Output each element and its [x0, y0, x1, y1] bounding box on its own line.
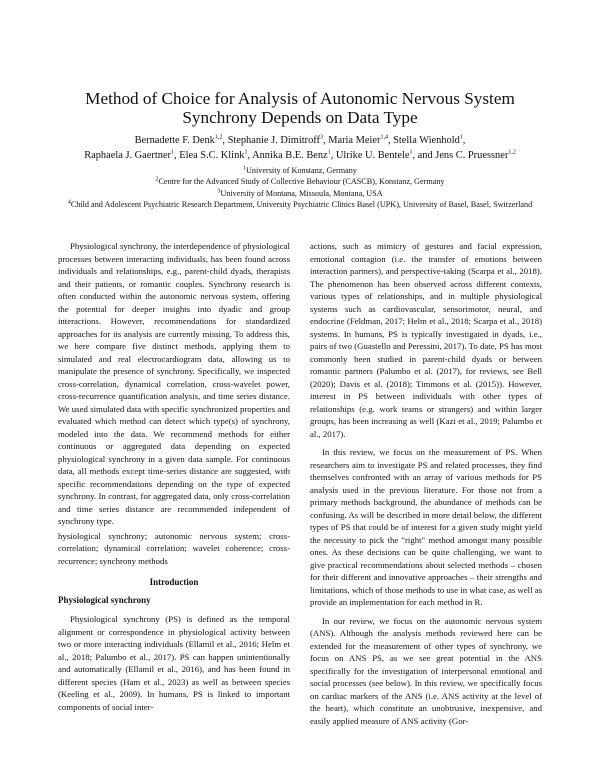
- affiliation-text: Child and Adolescent Psychiatric Research Department, University Psychiatric Clinics Basel (UPK), University of Basel, Basel, Switzerland: [70, 199, 533, 209]
- author-separator: ,: [387, 135, 394, 146]
- affiliation-number: 3: [217, 187, 221, 194]
- author-affiliation-marker: 1,4: [380, 134, 388, 141]
- affiliation-number: 1: [243, 165, 247, 172]
- author-separator: ,: [330, 150, 336, 161]
- author-separator: ,: [174, 150, 180, 161]
- subsection-heading-physiological-synchrony: Physiological synchrony: [58, 594, 151, 605]
- author-affiliation-marker: 1,2: [508, 149, 516, 156]
- affiliation: [30, 176, 570, 187]
- author-name: Stella Wienhold: [393, 135, 460, 146]
- affiliation-number: 4: [67, 199, 71, 206]
- affiliation: [30, 188, 570, 199]
- author-name: Stephanie J. Dimitroff: [227, 135, 321, 146]
- affiliations: [30, 165, 570, 210]
- author-separator: ,: [247, 150, 253, 161]
- affiliation-number: 2: [155, 176, 159, 183]
- keywords: hysiological synchrony; autonomic nervous system; cross-correlation; dynamical correlation; wavelet coherence; cross-recurrence; synchrony methods: [58, 530, 290, 566]
- author-affiliation-marker: 1: [409, 149, 413, 156]
- author-affiliation-marker: 1,2: [214, 134, 223, 141]
- affiliation: [30, 165, 570, 176]
- body-paragraph: actions, such as mimicry of gestures and facial expression, emotional contagion (i.e. the transfer of emotions between interaction partners), and perspective-taking (Scarpa et al., 2018). The phenomenon has been observed across different contexts, various types of relationships, and in multiple physiological systems such as cardiovascular, sensorimotor, neural, and endocrine (Feldman, 2017; Helm et al., 2018; Scarpa et al., 2018) systems. In humans, PS is typically investigated in dyads, i.e., pairs of two (Guastello and Peressini, 2017). To date, PS has most commonly been studied in parent-child dyads or between romantic partners (Palumbo et al. (2017), for reviews, see Bell (2020); Davis et al. (2018); Timmons et al. (2015)). However, interest in PS between individuals with other types of relationships (e.g. work teams or strangers) and within larger groups, has been increasing as well (Kazi et al., 2019; Palumbo et al., 2017).: [310, 241, 542, 439]
- author-separator: ,: [222, 135, 228, 146]
- left-column: [58, 240, 290, 713]
- affiliation-text: Centre for the Advanced Study of Collective Behaviour (CASCB), Konstanz, Germany: [158, 177, 445, 187]
- author-separator: ,: [323, 135, 329, 146]
- affiliation-text: University of Montana, Missoula, Montana, USA: [220, 188, 383, 198]
- author-name: Jens C. Pruessner: [435, 150, 509, 161]
- author-separator: , and: [412, 150, 436, 161]
- affiliation-text: University of Konstanz, Germany: [246, 166, 357, 175]
- author-name: Ulrike U. Bentele: [335, 150, 410, 161]
- body-paragraph: In our review, we focus on the autonomic nervous system (ANS). Although the analysis methods reviewed here can be extended for the measurement of other types of synchrony, we focus on ANS PS, as we see great potential in the ANS specifically for the investigation of interpersonal emotional and social processes (see below). In this review, we specifically focus on cardiac markers of the ANS (i.e. ANS activity at the level of the heart), which constitute an unobtrusive, inexpensive, and easily applied measure of ANS activity (Gor-: [310, 615, 542, 726]
- affiliation: [30, 199, 570, 210]
- author-affiliation-marker: 3: [320, 134, 324, 141]
- author-affiliation-marker: 1: [171, 149, 175, 156]
- section-heading-introduction: Introduction: [149, 577, 199, 587]
- author-name: Maria Meier: [328, 135, 381, 146]
- body-paragraph: In this review, we focus on the measurement of PS. When researchers aim to investigate PS and related processes, they find themselves confronted with an array of various methods for PS analysis used in the previous literature. For those not from a primary methods background, the abundance of methods can be confusing. As will be described in more detail below, the different types of PS that could be of interest for a given study might yield the necessity to pick the "right" method amongst many possible ones. As these decisions can be quite challenging, we want to give practical recommendations about selected methods – chosen for their different and innovative approaches – their strengths and limitations, which of those methods to use in what case, as well as provide an implementation for each method in R.: [310, 447, 542, 607]
- author-name: Elea S.C. Klink: [179, 150, 245, 161]
- author-list: [70, 133, 530, 163]
- body-paragraph: Physiological synchrony (PS) is defined as the temporal alignment or correspondence in physiological activity between two or more interacting individuals (Ellamil et al., 2016; Helm et al., 2018; Palumbo et al., 2017). PS can happen unintentionally and automatically (Ellamil et al., 2016), and has been found in different species (Ham et al., 2023) as well as between species (Keeling et al., 2009). In humans, PS is linked to important components of social inter-: [58, 614, 290, 712]
- author-name: Bernadette F. Denk: [134, 135, 215, 146]
- author-affiliation-marker: 1: [327, 149, 331, 156]
- author-affiliation-marker: 1: [244, 149, 248, 156]
- author-affiliation-marker: 1: [459, 134, 463, 141]
- author-separator: ,: [462, 135, 466, 146]
- author-name: Raphaela J. Gaertner: [84, 150, 172, 161]
- paper-title: Method of Choice for Analysis of Autonomic Nervous System Synchrony Depends on Data Type: [85, 89, 515, 127]
- abstract: Physiological synchrony, the interdependence of physiological processes between interacting individuals, has been found across individuals and relationships, e.g., parent-child dyads, therapists and their patients, or romantic couples. Synchrony research is often conducted within the autonomic nervous system, offering the potential for deeper insights into dyadic and group interactions. However, recommendations for standardized approaches for its analysis are currently missing. To address this, we here compare five distinct methods, applying them to simulated and real electrocardiogram data, allowing us to manipulate the presence of synchrony. Specifically, we inspected cross-correlation, dynamical correlation, cross-wavelet power, cross-recurrence quantification analysis, and time series distance. We used simulated data with specific synchronized properties and evaluated which method can detect which type(s) of synchrony, modeled into the data. We recommend methods for either continuous or aggregated data depending on expected physiological synchrony in a given data sample. For continuous data, all methods except time-series distance are suggested, with specific recommendations depending on the type of expected synchrony. In contrast, for aggregated data, only cross-correlation and time series distance are recommended independent of synchrony type.: [58, 241, 290, 526]
- author-name: Annika B.E. Benz: [252, 150, 328, 161]
- right-column: [310, 240, 542, 727]
